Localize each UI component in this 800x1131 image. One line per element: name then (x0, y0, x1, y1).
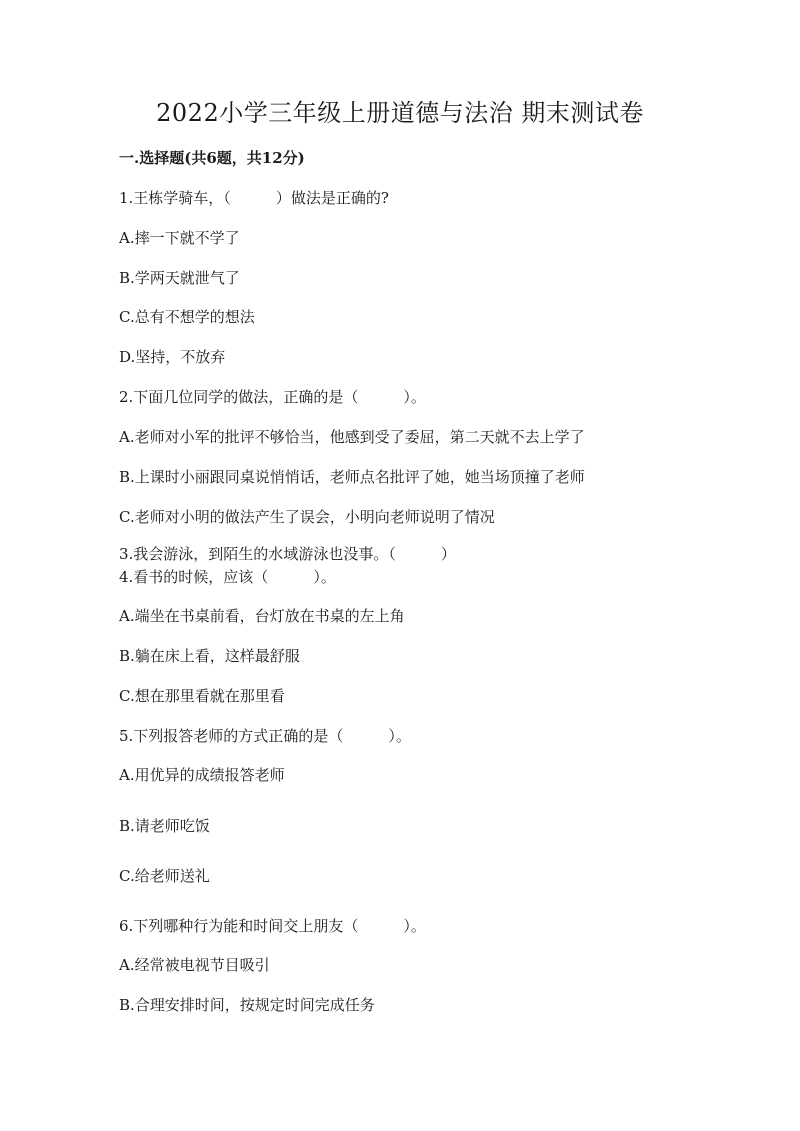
question-2-option-c: C.老师对小明的做法产生了误会，小明向老师说明了情况 (119, 508, 495, 526)
question-5-option-a: A.用优异的成绩报答老师 (119, 766, 285, 784)
question-5-option-b: B.请老师吃饭 (119, 817, 210, 835)
question-5-stem: 5.下列报答老师的方式正确的是（ ）。 (119, 727, 411, 745)
question-6-option-a: A.经常被电视节目吸引 (119, 956, 270, 974)
question-2-option-b: B.上课时小丽跟同桌说悄悄话，老师点名批评了她，她当场顶撞了老师 (119, 468, 585, 486)
question-4-option-c: C.想在那里看就在那里看 (119, 687, 285, 705)
question-2-stem: 2.下面几位同学的做法，正确的是（ ）。 (119, 388, 426, 406)
question-4-option-b: B.躺在床上看，这样最舒服 (119, 647, 300, 665)
question-6-stem: 6.下列哪种行为能和时间交上朋友（ ）。 (119, 917, 426, 935)
question-1-option-b: B.学两天就泄气了 (119, 269, 240, 287)
question-1-option-a: A.摔一下就不学了 (119, 229, 240, 247)
question-1-option-c: C.总有不想学的想法 (119, 308, 255, 326)
question-3-stem: 3.我会游泳，到陌生的水域游泳也没事。（ ） (119, 545, 456, 563)
question-1-option-d: D.坚持，不放弃 (119, 348, 226, 366)
question-1-stem: 1.王栋学骑车，（ ）做法是正确的? (119, 189, 389, 207)
section-heading: 一.选择题(共6题，共12分) (119, 149, 305, 167)
question-2-option-a: A.老师对小军的批评不够恰当，他感到受了委屈，第二天就不去上学了 (119, 428, 585, 446)
question-4-stem: 4.看书的时候，应该（ ）。 (119, 568, 336, 586)
question-5-option-c: C.给老师送礼 (119, 867, 210, 885)
question-4-option-a: A.端坐在书桌前看，台灯放在书桌的左上角 (119, 607, 405, 625)
question-6-option-b: B.合理安排时间，按规定时间完成任务 (119, 996, 375, 1014)
page-title: 2022小学三年级上册道德与法治 期末测试卷 (156, 99, 644, 127)
